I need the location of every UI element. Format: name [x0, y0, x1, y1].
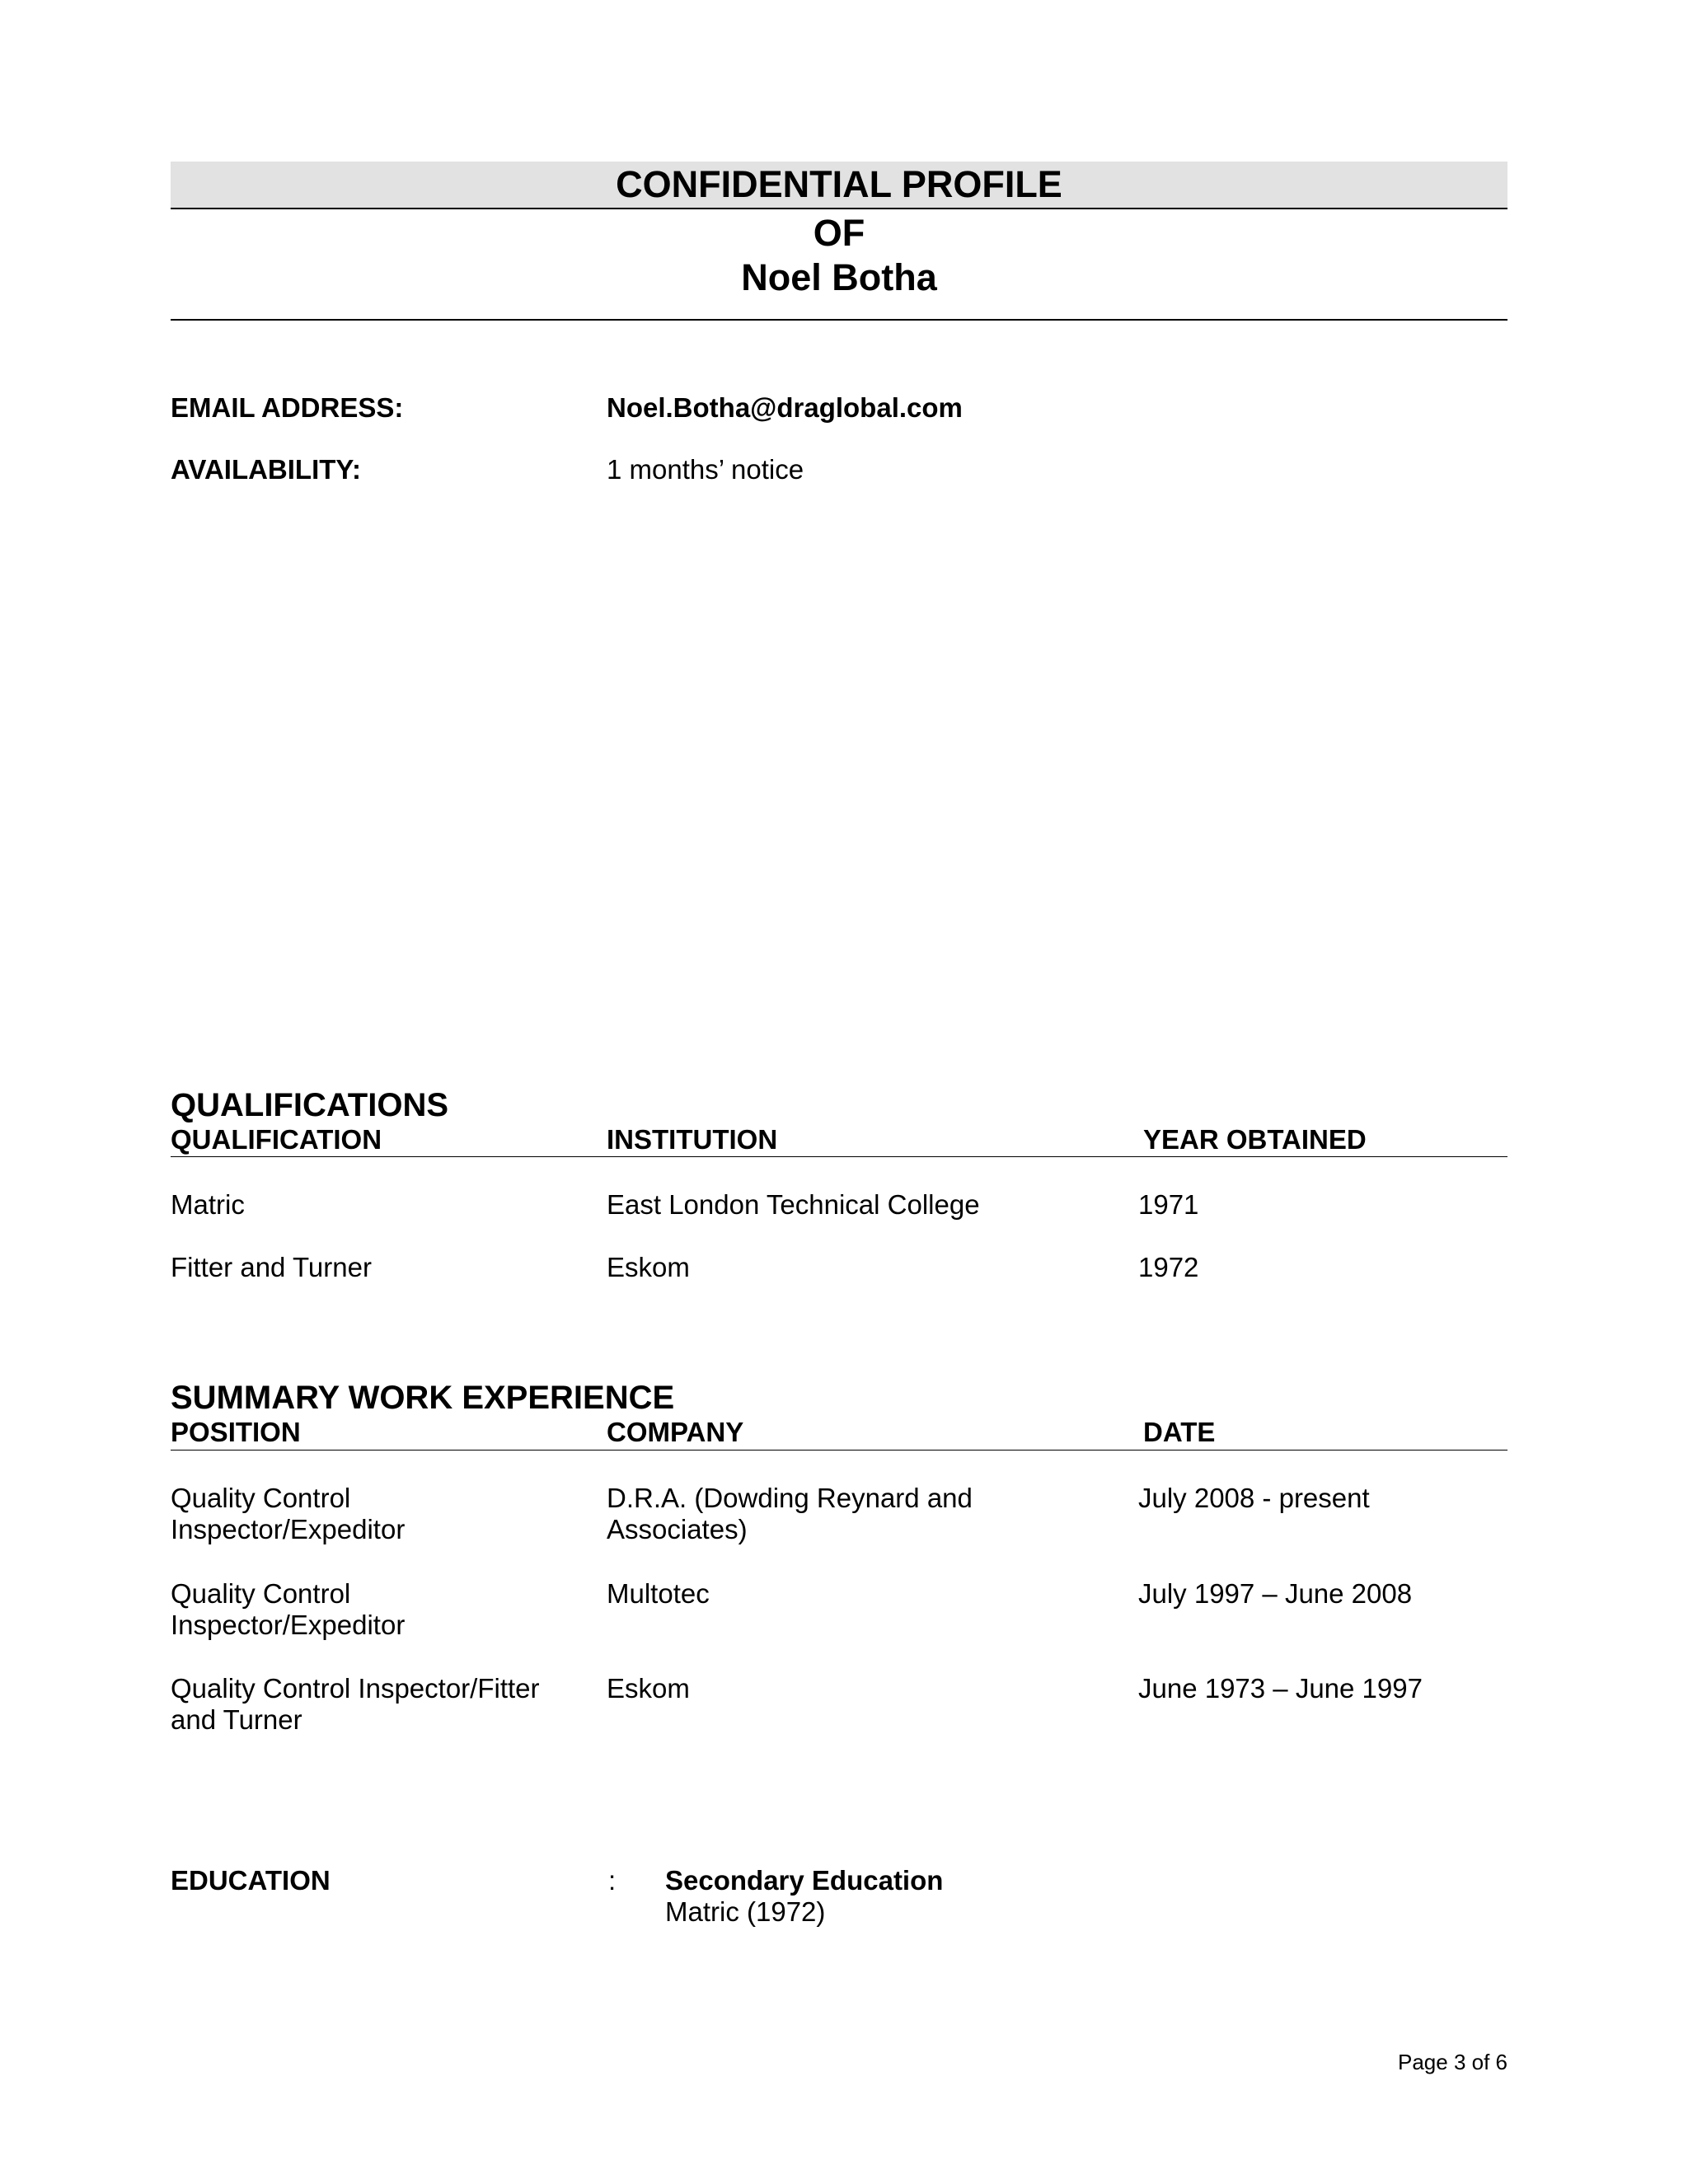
title-of: OF	[813, 212, 865, 254]
page-number: Page 3 of 6	[1398, 2050, 1507, 2074]
company-cell	[607, 1578, 710, 1610]
experience-col-company: COMPANY	[607, 1417, 744, 1447]
position-line: Inspector/Expeditor	[171, 1610, 406, 1640]
qualifications-title: QUALIFICATIONS	[171, 1087, 449, 1123]
position-line: Quality Control	[171, 1578, 351, 1609]
institution-cell: East London Technical College	[607, 1189, 980, 1220]
experience-header-rule	[171, 1450, 1507, 1451]
availability-value: 1 months’ notice	[607, 454, 804, 485]
education-label: EDUCATION	[171, 1865, 331, 1896]
qualification-cell: Fitter and Turner	[171, 1252, 372, 1282]
date-cell: June 1973 – June 1997	[1138, 1673, 1423, 1704]
education-heading: Secondary Education	[665, 1865, 944, 1896]
position-cell	[171, 1483, 405, 1545]
availability-label: AVAILABILITY:	[171, 454, 361, 485]
header-divider	[171, 319, 1507, 321]
experience-col-date: DATE	[1143, 1417, 1216, 1447]
education-detail: Matric (1972)	[665, 1896, 826, 1927]
position-line: Inspector/Expeditor	[171, 1514, 406, 1544]
position-line: Quality Control	[171, 1483, 351, 1513]
company-cell	[607, 1673, 690, 1704]
company-line: Eskom	[607, 1673, 690, 1704]
year-cell: 1971	[1138, 1189, 1199, 1220]
qualifications-col-qualification: QUALIFICATION	[171, 1124, 382, 1155]
institution-cell: Eskom	[607, 1252, 690, 1282]
experience-title: SUMMARY WORK EXPERIENCE	[171, 1380, 675, 1416]
page-title: CONFIDENTIAL PROFILE	[616, 163, 1062, 205]
company-line: Multotec	[607, 1578, 710, 1609]
year-cell: 1972	[1138, 1252, 1199, 1282]
company-cell	[607, 1483, 973, 1545]
position-cell	[171, 1673, 540, 1736]
qualifications-header-rule	[171, 1156, 1507, 1157]
email-label: EMAIL ADDRESS:	[171, 392, 404, 423]
education-colon: :	[608, 1865, 617, 1896]
date-cell: July 1997 – June 2008	[1138, 1578, 1413, 1609]
position-line: Quality Control Inspector/Fitter	[171, 1673, 540, 1704]
email-value: Noel.Botha@draglobal.com	[607, 392, 963, 423]
date-cell: July 2008 - present	[1138, 1483, 1370, 1513]
qualifications-col-year: YEAR OBTAINED	[1143, 1124, 1367, 1155]
qualification-cell: Matric	[171, 1189, 245, 1220]
experience-col-position: POSITION	[171, 1417, 301, 1447]
company-line: D.R.A. (Dowding Reynard and	[607, 1483, 973, 1513]
qualifications-col-institution: INSTITUTION	[607, 1124, 778, 1155]
candidate-name: Noel Botha	[741, 256, 937, 298]
position-line: and Turner	[171, 1704, 302, 1735]
company-line: Associates)	[607, 1514, 748, 1544]
position-cell	[171, 1578, 405, 1641]
